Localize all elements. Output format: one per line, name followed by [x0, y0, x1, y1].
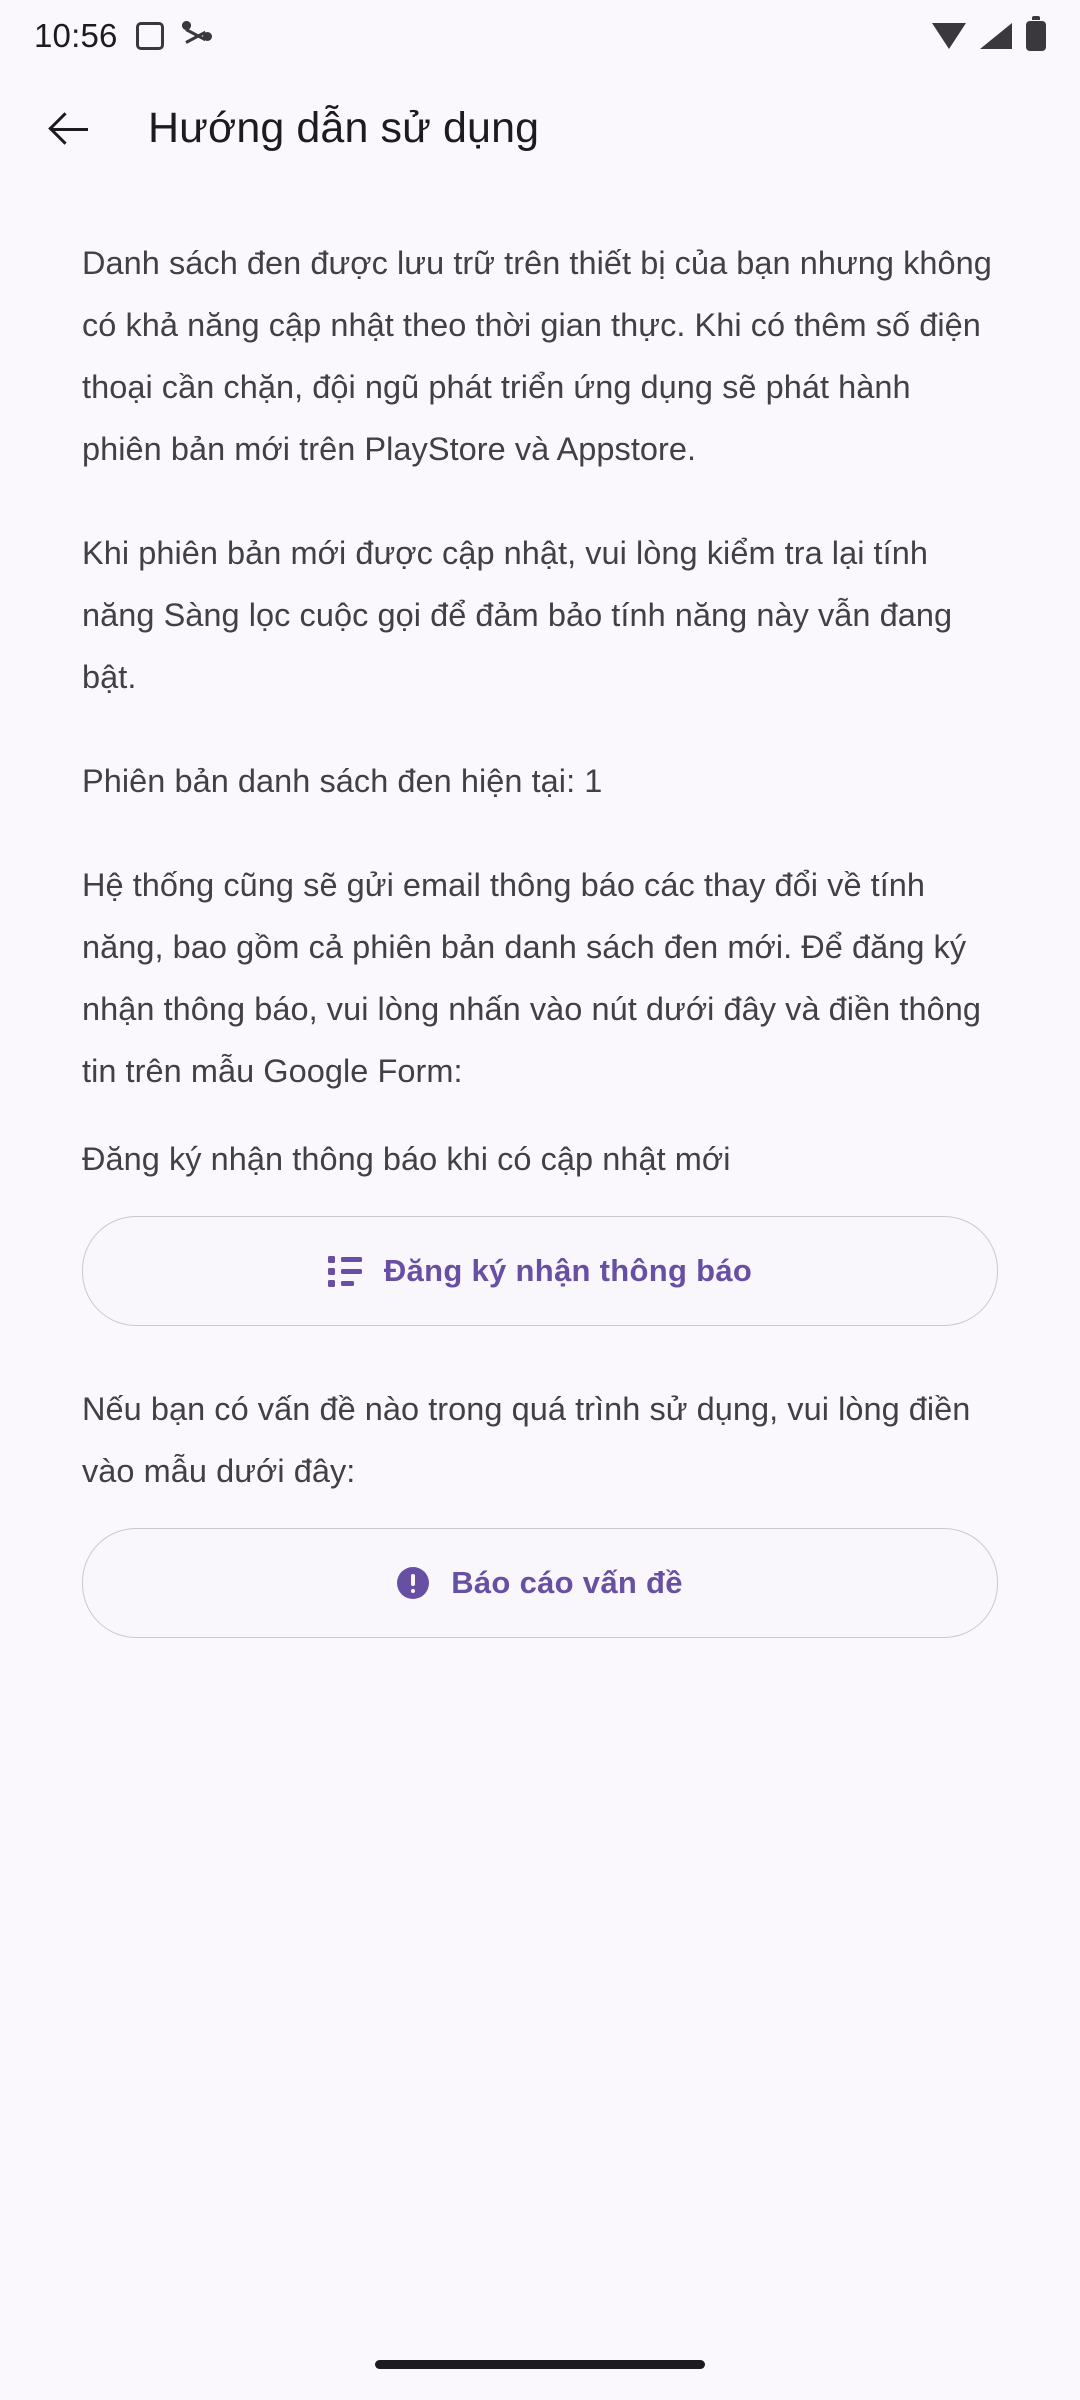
- subscribe-notification-button[interactable]: [82, 1216, 998, 1326]
- paragraph-update-check: Khi phiên bản mới được cập nhật, vui lòng kiểm tra lại tính năng Sàng lọc cuộc gọi để đảm bảo tính năng này vẫn đang bật.: [82, 535, 953, 695]
- status-bar-left: [34, 17, 212, 55]
- status-bar: [0, 0, 1080, 72]
- report-issue-button[interactable]: [82, 1528, 998, 1638]
- share-nodes-icon: [182, 21, 212, 51]
- screenshot-icon: [136, 22, 164, 50]
- report-label: Nếu bạn có vấn đề nào trong quá trình sử dụng, vui lòng điền vào mẫu dưới đây:: [82, 1391, 971, 1489]
- paragraph-storage-info: Danh sách đen được lưu trữ trên thiết bị của bạn nhưng không có khả năng cập nhật theo thời gian thực. Khi có thêm số điện thoại cần chặn, đội ngũ phát triển ứng dụng sẽ phát hành phiên bản mới trên PlayStore và Appstore.: [82, 245, 992, 467]
- back-button[interactable]: [28, 86, 112, 170]
- page-title: Hướng dẫn sử dụng: [148, 103, 540, 152]
- subscribe-label: Đăng ký nhận thông báo khi có cập nhật mới: [82, 1141, 731, 1177]
- paragraph-email-notice: Hệ thống cũng sẽ gửi email thông báo các thay đổi về tính năng, bao gồm cả phiên bản danh sách đen mới. Để đăng ký nhận thông báo, vui lòng nhấn vào nút dưới đây và điền thông tin trên mẫu Google Form:: [82, 867, 981, 1089]
- guide-content: [0, 184, 1080, 1638]
- status-clock: 10:56: [34, 17, 118, 54]
- wifi-icon: [932, 23, 966, 49]
- navigation-bar: [0, 2328, 1080, 2400]
- home-gesture-handle[interactable]: [375, 2360, 705, 2369]
- report-button-label: Báo cáo vấn đề: [451, 1565, 683, 1600]
- status-bar-right: [932, 21, 1046, 51]
- dynamic-form-icon: [328, 1254, 362, 1288]
- battery-icon: [1026, 21, 1046, 51]
- error-icon: [397, 1567, 429, 1599]
- paragraph-blacklist-version: Phiên bản danh sách đen hiện tại: 1: [82, 763, 603, 799]
- cellular-signal-icon: [980, 23, 1012, 49]
- subscribe-button-label: Đăng ký nhận thông báo: [383, 1253, 753, 1288]
- back-arrow-icon: [50, 108, 90, 148]
- app-bar: [0, 72, 1080, 184]
